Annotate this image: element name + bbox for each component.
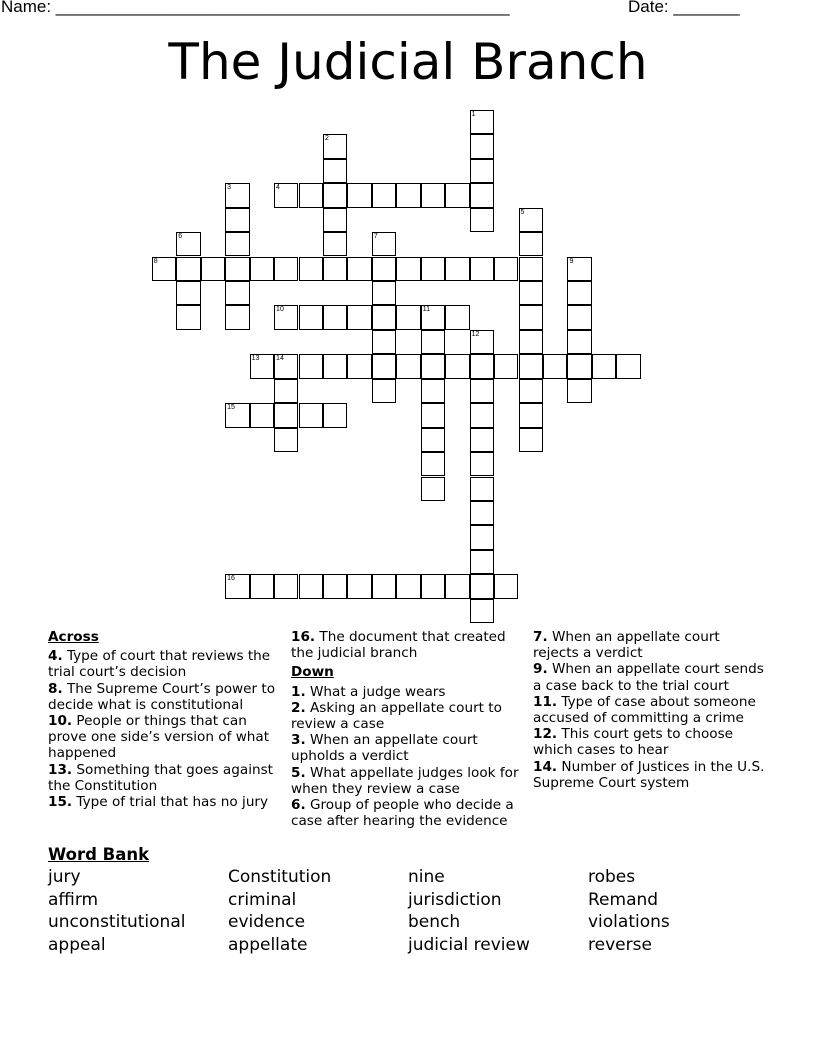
crossword-cell[interactable] xyxy=(323,159,347,183)
clue-number: 4 xyxy=(276,184,280,192)
crossword-cell[interactable] xyxy=(494,257,518,281)
crossword-cell[interactable] xyxy=(445,574,469,598)
crossword-cell[interactable] xyxy=(421,452,445,476)
word-bank-word: appeal xyxy=(48,935,106,956)
crossword-cell[interactable] xyxy=(470,159,494,183)
crossword-cell[interactable] xyxy=(567,305,591,329)
clue-down-12: 12. This court gets to choose which cases to hear xyxy=(533,726,734,759)
word-bank-word: reverse xyxy=(588,935,652,956)
crossword-cell[interactable] xyxy=(421,477,445,501)
clue-number: 14 xyxy=(276,355,284,363)
clue-down-14: 14. Number of Justices in the U.S. Supreme Court system xyxy=(533,758,765,791)
crossword-cell[interactable] xyxy=(299,403,323,427)
word-bank-word: nine xyxy=(408,867,445,887)
crossword-cell[interactable] xyxy=(274,257,298,281)
crossword-cell[interactable] xyxy=(347,305,371,329)
crossword-cell[interactable] xyxy=(299,574,323,598)
word-bank-word: criminal xyxy=(228,889,297,910)
crossword-cell[interactable] xyxy=(470,379,494,403)
crossword-cell[interactable] xyxy=(519,354,543,378)
word-bank-column-2 xyxy=(228,866,331,957)
crossword-cell[interactable] xyxy=(421,379,445,403)
clue-number: 16 xyxy=(227,575,235,583)
clue-down-2: 2. Asking an appellate court to review a case xyxy=(291,699,502,733)
crossword-cell[interactable] xyxy=(592,354,616,378)
crossword-cell[interactable] xyxy=(519,330,543,354)
crossword-cell[interactable] xyxy=(470,354,494,378)
clue-down-5: 5. What appellate judges look for when they review a case xyxy=(291,764,519,797)
crossword-cell[interactable] xyxy=(567,281,591,305)
crossword-cell[interactable] xyxy=(250,257,274,281)
word-bank-word: jury xyxy=(48,867,81,887)
crossword-cell[interactable] xyxy=(470,525,494,549)
word-bank-word: robes xyxy=(588,867,636,887)
across-heading: Across xyxy=(48,629,99,645)
word-bank-column-3 xyxy=(408,866,530,957)
clues-column-3 xyxy=(533,629,768,791)
crossword-cell[interactable] xyxy=(323,208,347,232)
crossword-cell[interactable] xyxy=(421,183,445,207)
crossword-cell[interactable] xyxy=(323,574,347,598)
word-bank-word: bench xyxy=(408,912,461,933)
crossword-cell[interactable] xyxy=(347,257,371,281)
crossword-cell[interactable] xyxy=(470,208,494,232)
crossword-cell[interactable] xyxy=(445,257,469,281)
word-bank-word: appellate xyxy=(228,935,308,956)
crossword-cell[interactable] xyxy=(445,354,469,378)
crossword-cell[interactable] xyxy=(519,281,543,305)
clue-across-4: 4. Type of court that reviews the trial court’s decision xyxy=(48,648,271,681)
crossword-cell[interactable] xyxy=(470,599,494,623)
crossword-cell[interactable] xyxy=(372,281,396,305)
word-bank-word: evidence xyxy=(228,912,306,933)
clue-number: 2 xyxy=(324,135,329,143)
word-bank-column-4 xyxy=(588,866,670,957)
crossword-cell[interactable] xyxy=(470,477,494,501)
crossword-cell[interactable] xyxy=(396,305,420,329)
crossword-cell[interactable] xyxy=(323,305,347,329)
crossword-cell[interactable] xyxy=(225,257,249,281)
clues-column-1 xyxy=(48,629,280,810)
clue-across-8: 8. The Supreme Court’s power to decide what is constitutional xyxy=(48,680,276,713)
crossword-cell[interactable] xyxy=(372,330,396,354)
clue-across-15: 15. Type of trial that has no jury xyxy=(48,794,269,811)
clue-across-13: 13. Something that goes against the Constitution xyxy=(48,761,273,794)
crossword-cell[interactable] xyxy=(519,232,543,256)
crossword-cell[interactable] xyxy=(372,379,396,403)
word-bank-column-1 xyxy=(48,866,185,957)
crossword-cell[interactable] xyxy=(519,379,543,403)
crossword-cell[interactable] xyxy=(225,208,249,232)
crossword-cell[interactable] xyxy=(421,257,445,281)
crossword-cell[interactable] xyxy=(421,428,445,452)
crossword-cell[interactable] xyxy=(421,574,445,598)
date-line[interactable]: _______ xyxy=(673,0,740,16)
crossword-cell[interactable] xyxy=(445,305,469,329)
crossword-cell[interactable] xyxy=(567,354,591,378)
crossword-cell[interactable] xyxy=(274,403,298,427)
crossword-cell[interactable] xyxy=(519,305,543,329)
clue-number: 7 xyxy=(373,233,378,241)
clues-column-2 xyxy=(291,629,526,829)
crossword-cell[interactable] xyxy=(494,574,518,598)
crossword-cell[interactable] xyxy=(176,305,200,329)
clue-number: 5 xyxy=(520,208,525,216)
crossword-cell[interactable] xyxy=(225,281,249,305)
crossword-cell[interactable] xyxy=(470,428,494,452)
clue-across-10: 10. People or things that can prove one side’s version of what happened xyxy=(48,713,270,762)
crossword-cell[interactable] xyxy=(543,354,567,378)
word-bank-heading: Word Bank xyxy=(48,845,150,864)
clue-across-16: 16. The document that created the judicial branch xyxy=(291,629,506,662)
crossword-cell[interactable] xyxy=(347,183,371,207)
crossword-cell[interactable] xyxy=(372,257,396,281)
crossword-cell[interactable] xyxy=(347,354,371,378)
crossword-cell[interactable] xyxy=(470,403,494,427)
crossword-cell[interactable] xyxy=(176,257,200,281)
crossword-cell[interactable] xyxy=(567,379,591,403)
crossword-cell[interactable] xyxy=(274,379,298,403)
crossword-cell[interactable] xyxy=(372,305,396,329)
page-title: The Judicial Branch xyxy=(168,33,648,91)
crossword-cell[interactable] xyxy=(470,550,494,574)
crossword-cell[interactable] xyxy=(470,183,494,207)
clue-number: 9 xyxy=(569,257,574,265)
crossword-cell[interactable] xyxy=(567,330,591,354)
crossword-cell[interactable] xyxy=(421,354,445,378)
clue-down-9: 9. When an appellate court sends a case back to the trial court xyxy=(533,661,764,694)
crossword-cell[interactable] xyxy=(299,354,323,378)
date-label: Date: xyxy=(628,0,674,16)
crossword-cell[interactable] xyxy=(323,354,347,378)
clue-number: 12 xyxy=(471,330,480,338)
crossword-cell[interactable] xyxy=(250,574,274,598)
clue-number: 10 xyxy=(276,306,284,314)
word-bank-word: unconstitutional xyxy=(48,912,186,933)
word-bank-word: Remand xyxy=(588,889,659,910)
crossword-cell[interactable] xyxy=(470,452,494,476)
crossword-cell[interactable] xyxy=(470,257,494,281)
word-bank-word: judicial review xyxy=(408,935,530,956)
word-bank-word: Constitution xyxy=(228,867,332,887)
word-bank-word: violations xyxy=(588,912,670,933)
clue-number: 13 xyxy=(251,355,260,363)
crossword-cell[interactable] xyxy=(274,574,298,598)
clue-number: 1 xyxy=(471,110,476,118)
crossword-cell[interactable] xyxy=(347,574,371,598)
clue-down-11: 11. Type of case about someone accused of committing a crime xyxy=(533,693,756,727)
crossword-cell[interactable] xyxy=(299,183,323,207)
crossword-cell[interactable] xyxy=(176,281,200,305)
down-heading: Down xyxy=(291,664,334,681)
crossword-cell[interactable] xyxy=(445,183,469,207)
name-line[interactable]: ________________________________________________ xyxy=(55,0,510,16)
crossword-cell[interactable] xyxy=(250,403,274,427)
word-bank-word: jurisdiction xyxy=(408,889,502,910)
crossword-cell[interactable] xyxy=(323,232,347,256)
crossword-cell[interactable] xyxy=(470,134,494,158)
crossword-cell[interactable] xyxy=(616,354,640,378)
clue-down-6: 6. Group of people who decide a case after hearing the evidence xyxy=(291,797,514,830)
crossword-cell[interactable] xyxy=(323,183,347,207)
crossword-cell[interactable] xyxy=(372,574,396,598)
crossword-cell[interactable] xyxy=(396,574,420,598)
clue-down-3: 3. When an appellate court upholds a verdict xyxy=(291,732,478,765)
crossword-cell[interactable] xyxy=(274,428,298,452)
name-label: Name: xyxy=(1,0,56,16)
crossword-cell[interactable] xyxy=(519,403,543,427)
crossword-cell[interactable] xyxy=(201,257,225,281)
crossword-cell[interactable] xyxy=(372,354,396,378)
crossword-cell[interactable] xyxy=(494,354,518,378)
crossword-cell[interactable] xyxy=(421,330,445,354)
clue-number: 3 xyxy=(227,184,232,192)
clue-number: 6 xyxy=(178,233,183,241)
crossword-cell[interactable] xyxy=(299,305,323,329)
crossword-cell[interactable] xyxy=(225,232,249,256)
crossword-cell[interactable] xyxy=(421,403,445,427)
crossword-cell[interactable] xyxy=(323,403,347,427)
word-bank-word: affirm xyxy=(48,889,99,910)
clue-down-1: 1. What a judge wears xyxy=(291,683,446,700)
crossword-cell[interactable] xyxy=(470,574,494,598)
clue-number: 15 xyxy=(227,404,235,412)
crossword-cell[interactable] xyxy=(519,257,543,281)
clue-number: 11 xyxy=(422,306,431,314)
clue-number: 8 xyxy=(153,257,158,265)
crossword-cell[interactable] xyxy=(519,428,543,452)
crossword-cell[interactable] xyxy=(470,501,494,525)
clue-down-7: 7. When an appellate court rejects a verdict xyxy=(533,629,720,662)
crossword-cell[interactable] xyxy=(323,257,347,281)
crossword-cell[interactable] xyxy=(225,305,249,329)
crossword-cell[interactable] xyxy=(396,183,420,207)
crossword-cell[interactable] xyxy=(396,354,420,378)
crossword-cell[interactable] xyxy=(372,183,396,207)
crossword-cell[interactable] xyxy=(299,257,323,281)
crossword-cell[interactable] xyxy=(396,257,420,281)
